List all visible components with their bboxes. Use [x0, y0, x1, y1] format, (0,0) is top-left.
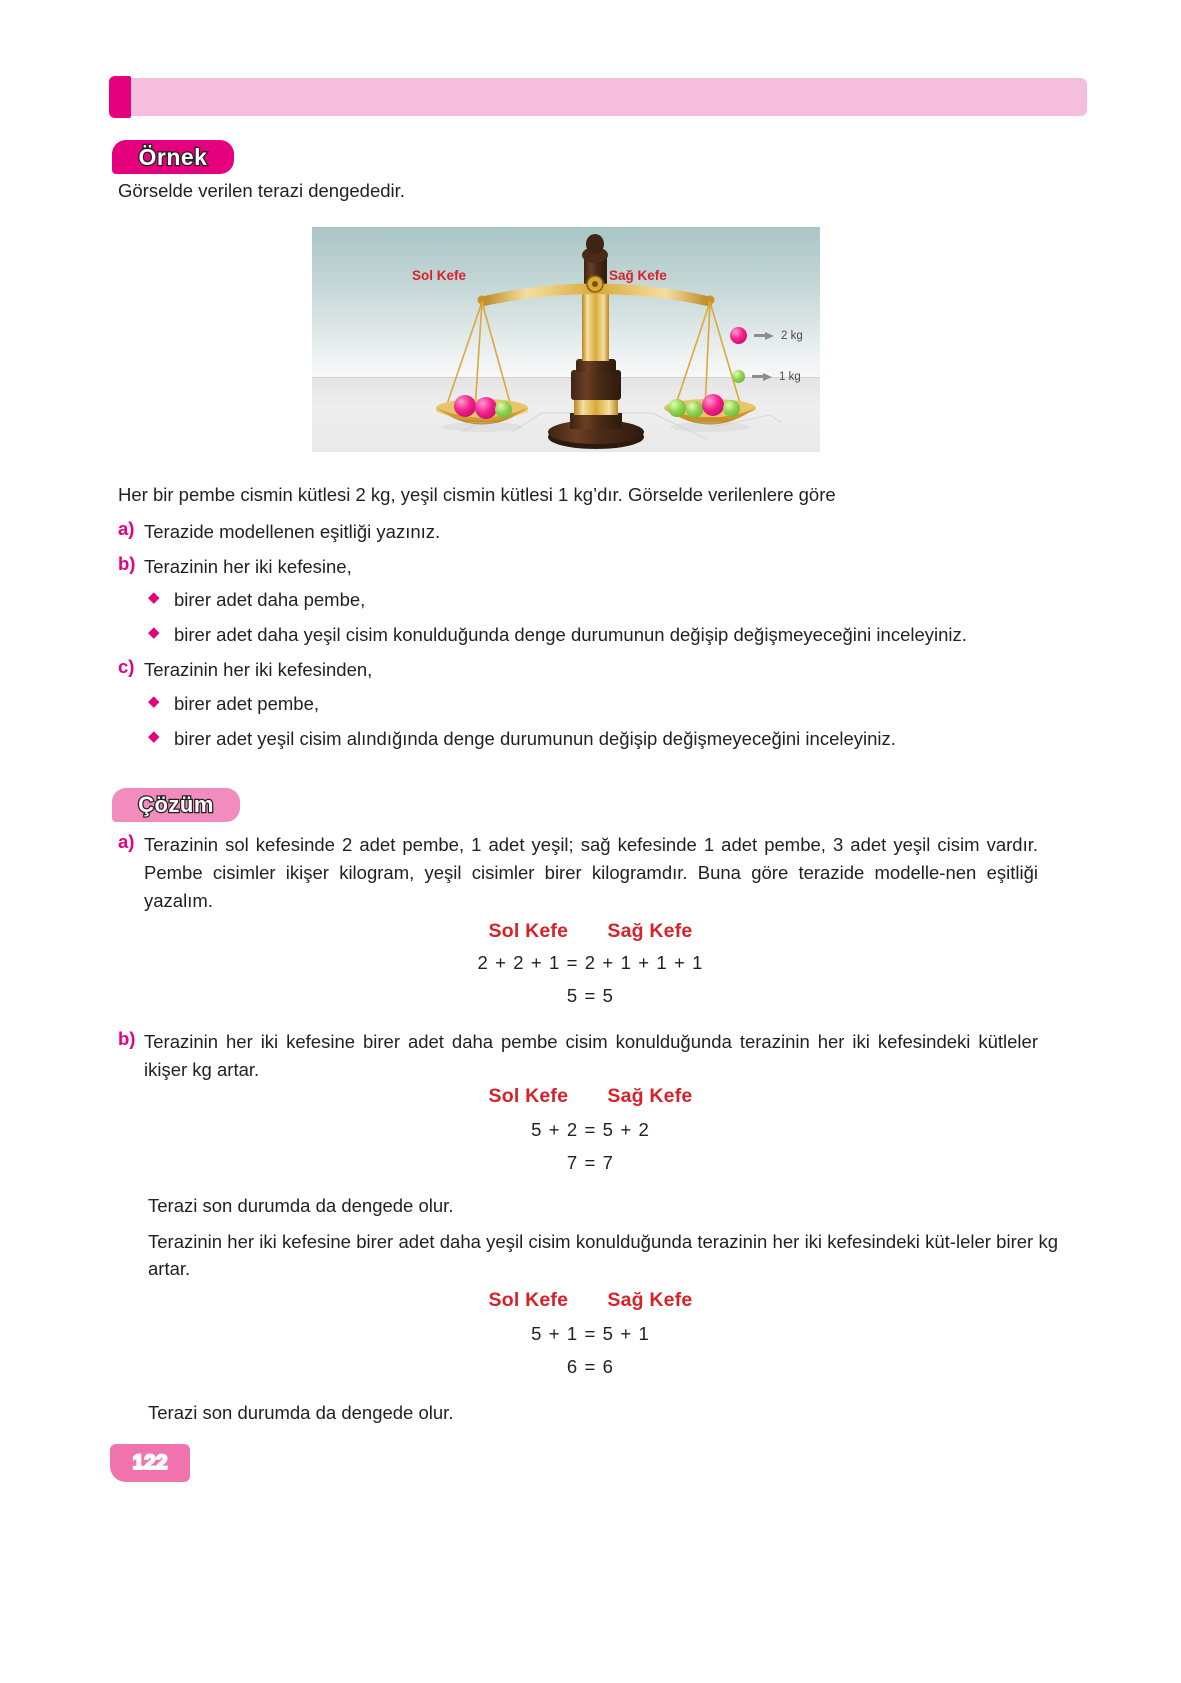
solution-item-b	[118, 1028, 1038, 1084]
legend-row-green	[732, 370, 801, 383]
legend-pink-value: 2 kg	[781, 329, 803, 342]
question-text-c: Terazinin her iki kefesinden,	[144, 659, 373, 680]
diamond-bullet-icon: ◆	[148, 589, 160, 606]
question-text-a: Terazide modellenen eşitliği yazınız.	[144, 521, 441, 542]
ornek-badge: Örnek	[112, 140, 234, 174]
bullet-b-1	[148, 586, 1048, 614]
bullet-c-2	[148, 725, 1088, 753]
question-item-a	[118, 518, 1048, 546]
arrow-right-icon	[754, 332, 774, 340]
question-letter-c: c)	[118, 656, 135, 677]
bullet-c-2-text: birer adet yeşil cisim alındığında denge durumunun değişip değişmeyeceğini inceleyiniz.	[174, 728, 896, 749]
question-text-b: Terazinin her iki kefesine,	[144, 556, 352, 577]
diamond-bullet-icon: ◆	[148, 728, 160, 745]
figure-right-pan-label: Sağ Kefe	[609, 268, 667, 283]
solution-letter-b: b)	[118, 1028, 136, 1049]
bullet-b-2	[148, 621, 1088, 649]
solution-text-b: Terazinin her iki kefesine birer adet daha pembe cisim konulduğunda terazinin her iki kefesindeki kütleler ikişer kg artar.	[144, 1031, 1038, 1081]
legend-row-pink	[730, 327, 803, 344]
legend-green-value: 1 kg	[779, 370, 801, 383]
equation-head-a1	[0, 920, 1181, 943]
eq-head-right: Sağ Kefe	[607, 920, 693, 942]
diamond-bullet-icon: ◆	[148, 624, 160, 641]
figure-left-pan-label: Sol Kefe	[412, 268, 467, 283]
equation-a-line2: 5 = 5	[566, 985, 615, 1006]
page-number-badge: 122	[110, 1444, 190, 1482]
cozum-badge: Çözüm	[112, 788, 240, 822]
solution-text-b2: Terazinin her iki kefesine birer adet daha yeşil cisim konulduğunda terazinin her iki kefesindeki küt-leler birer kg artar.	[148, 1231, 1058, 1279]
eq-head-right: Sağ Kefe	[607, 1289, 693, 1311]
equation-b-line3: 5 + 1 = 5 + 1	[531, 1323, 650, 1344]
eq-head-left: Sol Kefe	[488, 1085, 569, 1107]
balance-scale-figure	[312, 227, 820, 452]
intro-text: Her bir pembe cismin kütlesi 2 kg, yeşil cismin kütlesi 1 kg’dır. Görselde verilenlere göre	[118, 484, 836, 505]
question-item-c	[118, 656, 1048, 684]
question-letter-b: b)	[118, 553, 136, 574]
equation-b-line1: 5 + 2 = 5 + 2	[531, 1119, 650, 1140]
header-band	[112, 78, 1087, 116]
solution-note-2: Terazi son durumda da dengede olur.	[148, 1402, 454, 1423]
bullet-c-1-text: birer adet pembe,	[174, 693, 320, 714]
lead-text: Görselde verilen terazi dengededir.	[118, 180, 405, 201]
solution-letter-a: a)	[118, 831, 135, 852]
solution-note-1: Terazi son durumda da dengede olur.	[148, 1195, 454, 1216]
solution-item-a	[118, 831, 1038, 915]
equation-b-line2: 7 = 7	[566, 1152, 615, 1173]
header-band-tab	[109, 76, 131, 118]
solution-text-a: Terazinin sol kefesinde 2 adet pembe, 1 adet yeşil; sağ kefesinde 1 adet pembe, 3 adet yeşil cisim vardır. Pembe cisimler ikişer kilogram, yeşil cisimler birer kilogramdır. Buna göre terazide modelle-nen eşitliği yazalım.	[144, 834, 1038, 912]
eq-head-left: Sol Kefe	[488, 1289, 569, 1311]
equation-head-b2	[0, 1289, 1181, 1312]
bullet-b-2-text: birer adet daha yeşil cisim konulduğunda denge durumunun değişip değişmeyeceğini inceleyiniz.	[174, 624, 967, 645]
green-ball-icon	[732, 370, 745, 383]
arrow-right-icon	[752, 373, 772, 381]
eq-head-left: Sol Kefe	[488, 920, 569, 942]
equation-head-b1	[0, 1085, 1181, 1108]
bullet-c-1	[148, 690, 1048, 718]
question-item-b	[118, 553, 1048, 581]
equation-a-line1: 2 + 2 + 1 = 2 + 1 + 1 + 1	[477, 952, 704, 973]
diamond-bullet-icon: ◆	[148, 693, 160, 710]
bullet-b-1-text: birer adet daha pembe,	[174, 589, 366, 610]
question-letter-a: a)	[118, 518, 135, 539]
eq-head-right: Sağ Kefe	[607, 1085, 693, 1107]
equation-b-line4: 6 = 6	[566, 1356, 615, 1377]
pink-ball-icon	[730, 327, 747, 344]
